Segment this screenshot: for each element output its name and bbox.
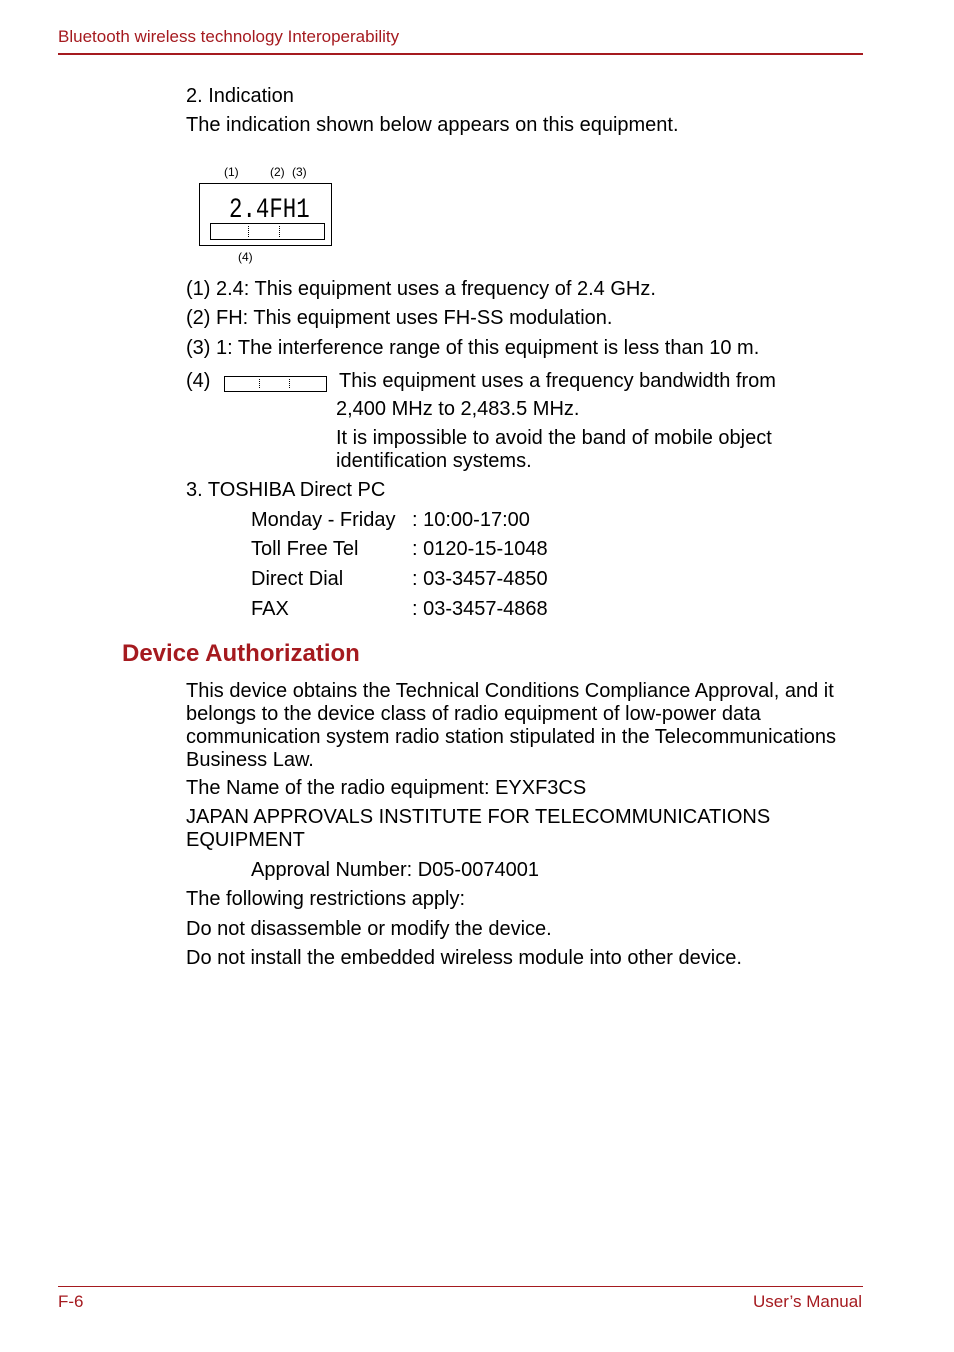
frequency-bar	[210, 223, 325, 240]
bar-tick	[248, 226, 249, 237]
approval-institute: JAPAN APPROVALS INSTITUTE FOR TELECOMMUNICATIONS EQUIPMENT	[186, 806, 771, 851]
callout-4: (4)	[238, 250, 253, 264]
callout-2: (2)	[270, 165, 285, 179]
radio-equipment-name: The Name of the radio equipment: EYXF3CS	[186, 777, 587, 799]
bar-tick	[289, 379, 290, 388]
contact-value: : 03-3457-4850	[412, 568, 548, 590]
list-item-toshiba-direct: 3. TOSHIBA Direct PC	[186, 479, 386, 501]
contact-value: : 10:00-17:00	[412, 509, 530, 531]
note-4-label: (4)	[186, 370, 211, 392]
indication-intro: The indication shown below appears on this equipment.	[186, 114, 679, 136]
contact-label: Monday - Friday	[251, 509, 396, 531]
footer-rule	[58, 1286, 863, 1287]
page-number: F-6	[58, 1292, 84, 1311]
list-item-indication: 2. Indication	[186, 85, 294, 107]
contact-value: : 03-3457-4868	[412, 598, 548, 620]
bar-tick	[279, 226, 280, 237]
restriction-item: Do not disassemble or modify the device.	[186, 918, 552, 940]
note-1: (1) 2.4: This equipment uses a frequency of 2.4 GHz.	[186, 278, 656, 300]
note-4-line2: 2,400 MHz to 2,483.5 MHz.	[336, 398, 580, 420]
contact-label: Toll Free Tel	[251, 538, 359, 560]
contact-value: : 0120-15-1048	[412, 538, 548, 560]
callout-3: (3)	[292, 165, 307, 179]
device-auth-paragraph: This device obtains the Technical Conditions Compliance Approval, and it belongs to the device class of radio equipment of low-power data communication system radio station stipulated in the Telecommunications Business Law.	[186, 680, 836, 771]
note-4-para2: It is impossible to avoid the band of mobile object identification systems.	[336, 427, 772, 472]
manual-title: User’s Manual	[753, 1292, 862, 1311]
approval-number: Approval Number: D05-0074001	[251, 859, 539, 881]
frequency-bar-small	[224, 376, 327, 392]
section-heading: Device Authorization	[122, 640, 360, 667]
running-header: Bluetooth wireless technology Interoperability	[58, 27, 400, 46]
restriction-item: Do not install the embedded wireless module into other device.	[186, 947, 742, 969]
restrictions-intro: The following restrictions apply:	[186, 888, 466, 910]
header-rule	[58, 53, 863, 55]
contact-label: FAX	[251, 598, 289, 620]
indication-figure	[186, 160, 346, 270]
note-3: (3) 1: The interference range of this equipment is less than 10 m.	[186, 337, 760, 359]
callout-1: (1)	[224, 165, 239, 179]
bar-tick	[259, 379, 260, 388]
label-text: 2.4FH1	[229, 195, 310, 226]
contact-label: Direct Dial	[251, 568, 344, 590]
note-2: (2) FH: This equipment uses FH-SS modulation.	[186, 307, 613, 329]
note-4-line1: This equipment uses a frequency bandwidth from	[339, 370, 776, 392]
label-box	[199, 183, 332, 246]
